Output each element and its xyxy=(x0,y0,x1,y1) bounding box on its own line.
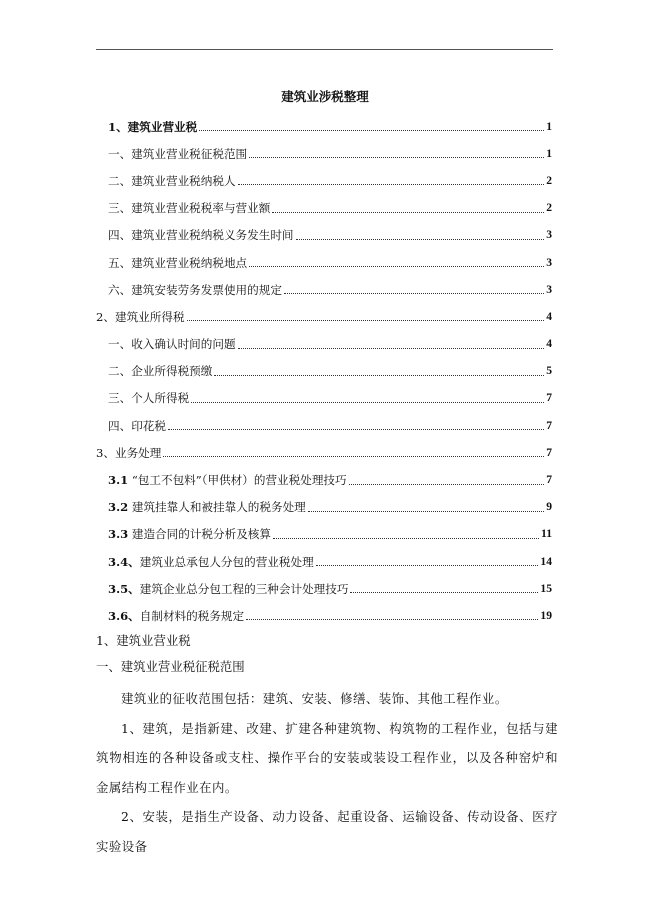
toc-entry[interactable] xyxy=(96,412,552,439)
toc-entry-text: 建筑企业总分包工程的三种会计处理技巧 xyxy=(139,581,349,596)
toc-entry-number: 3.1 xyxy=(108,473,129,488)
toc-leader-dots xyxy=(284,293,544,294)
toc-leader-dots xyxy=(273,538,539,539)
toc-entry-label xyxy=(108,554,314,570)
toc-entry[interactable] xyxy=(96,358,552,385)
toc-leader-dots xyxy=(238,348,545,349)
toc-entry-number: 3.4、 xyxy=(108,554,140,569)
toc-entry-text: “包工不包料”（甲供材）的营业税处理技巧 xyxy=(131,473,347,488)
toc-entry[interactable] xyxy=(96,602,552,629)
toc-entry-label: 三、个人所得税 xyxy=(108,391,190,406)
toc-entry-page: 11 xyxy=(541,527,552,541)
toc-leader-dots xyxy=(308,511,544,512)
toc-entry-label: 三、建筑业营业税税率与营业额 xyxy=(108,201,271,216)
toc-entry-page: 5 xyxy=(546,364,552,378)
toc-entry-label: 3、业务处理 xyxy=(96,445,162,460)
toc-entry-label: 1、建筑业营业税 xyxy=(108,119,198,134)
body-paragraph: 建筑业的征收范围包括：建筑、安装、修缮、装饰、其他工程作业。 xyxy=(121,691,508,706)
toc-entry-page: 9 xyxy=(546,500,552,514)
toc-leader-dots xyxy=(246,619,538,620)
subsection-heading: 一、建筑业营业税征税范围 xyxy=(96,659,245,674)
toc-leader-dots xyxy=(349,484,545,485)
header-rule xyxy=(96,49,553,50)
toc-leader-dots xyxy=(168,429,544,430)
toc-entry-page: 4 xyxy=(546,309,552,323)
toc-entry-label: 2、建筑业所得税 xyxy=(96,309,185,324)
toc-leader-dots xyxy=(214,375,544,376)
toc-entry[interactable] xyxy=(96,331,552,358)
toc-entry-page: 4 xyxy=(546,337,552,351)
toc-entry-number: 3.6、 xyxy=(108,608,140,623)
toc-entry-page: 3 xyxy=(546,228,552,242)
toc-entry-label: 四、印花税 xyxy=(108,418,166,433)
toc-entry-label: 一、收入确认时间的问题 xyxy=(108,337,236,352)
document-title: 建筑业涉税整理 xyxy=(281,89,369,104)
toc-entry[interactable] xyxy=(96,575,552,602)
toc-entry-label: 二、企业所得税预缴 xyxy=(108,364,213,379)
toc-entry-label xyxy=(108,608,244,624)
toc-leader-dots xyxy=(350,592,538,593)
toc-entry-label xyxy=(108,499,306,515)
toc-entry-label: 四、建筑业营业税纳税义务发生时间 xyxy=(108,228,294,243)
toc-entry-label xyxy=(108,472,347,488)
toc-entry[interactable] xyxy=(96,466,552,493)
toc-entry-label: 一、建筑业营业税征税范围 xyxy=(108,146,248,161)
toc-entry-page: 7 xyxy=(546,473,552,487)
toc-leader-dots xyxy=(187,320,545,321)
toc-entry-page: 3 xyxy=(546,282,552,296)
toc-entry-label xyxy=(108,581,348,597)
body-paragraph: 1、建筑，是指新建、改建、扩建各种建筑物、构筑物的工程作业，包括与建筑物相连的各种设备或支柱、操作平台的安装或装设工程作业，以及各种窑炉和金属结构工程作业在内。 xyxy=(96,720,558,795)
toc-entry-label xyxy=(108,526,271,542)
toc-entry-page: 15 xyxy=(540,581,552,595)
toc-leader-dots xyxy=(316,565,539,566)
toc-entry-text: 自制材料的税务规定 xyxy=(139,608,245,623)
toc-entry-number: 3.5、 xyxy=(108,581,140,596)
body-paragraph: 2、安装，是指生产设备、动力设备、起重设备、运输设备、传动设备、医疗实验设备 xyxy=(96,809,558,854)
toc-entry-page: 2 xyxy=(546,201,552,215)
toc-leader-dots xyxy=(163,456,544,457)
toc-entry-page: 1 xyxy=(546,146,552,160)
document-body xyxy=(96,628,558,861)
toc-leader-dots xyxy=(249,157,544,158)
toc-leader-dots xyxy=(191,402,544,403)
toc-leader-dots xyxy=(249,266,544,267)
toc-entry[interactable] xyxy=(96,548,552,575)
toc-entry-number: 3.3 xyxy=(108,527,129,542)
toc-entry-label: 二、建筑业营业税纳税人 xyxy=(108,173,236,188)
toc-leader-dots xyxy=(296,239,545,240)
toc-entry-page: 7 xyxy=(546,445,552,459)
toc-entry-page: 3 xyxy=(546,255,552,269)
toc-entry[interactable] xyxy=(96,113,552,140)
toc-entry-number: 3.2 xyxy=(108,500,129,515)
toc-entry[interactable] xyxy=(96,385,552,412)
toc-entry-label: 五、建筑业营业税纳税地点 xyxy=(108,255,248,270)
toc-entry[interactable] xyxy=(96,439,552,466)
toc-entry-text: 建筑挂靠人和被挂靠人的税务处理 xyxy=(131,500,306,515)
toc-entry-page: 7 xyxy=(546,418,552,432)
toc-leader-dots xyxy=(238,184,545,185)
toc-entry-page: 1 xyxy=(546,119,552,133)
toc-entry-page: 7 xyxy=(546,391,552,405)
toc-entry[interactable] xyxy=(96,249,552,276)
toc-leader-dots xyxy=(199,130,544,131)
toc-entry-page: 19 xyxy=(540,608,552,622)
toc-entry[interactable] xyxy=(96,521,552,548)
toc-leader-dots xyxy=(272,212,544,213)
toc-entry[interactable] xyxy=(96,494,552,521)
toc-entry[interactable] xyxy=(96,303,552,330)
toc-entry[interactable] xyxy=(96,140,552,167)
toc-entry[interactable] xyxy=(96,195,552,222)
toc-entry[interactable] xyxy=(96,167,552,194)
toc-entry-page: 2 xyxy=(546,173,552,187)
toc-entry[interactable] xyxy=(96,222,552,249)
toc-entry-text: 建筑业总承包人分包的营业税处理 xyxy=(139,554,314,569)
table-of-contents xyxy=(96,113,552,630)
section-heading: 1、建筑业营业税 xyxy=(96,633,191,648)
toc-entry[interactable] xyxy=(96,276,552,303)
toc-entry-page: 14 xyxy=(540,554,552,568)
toc-entry-text: 建造合同的计税分析及核算 xyxy=(131,527,271,542)
toc-entry-label: 六、建筑安装劳务发票使用的规定 xyxy=(108,282,282,297)
